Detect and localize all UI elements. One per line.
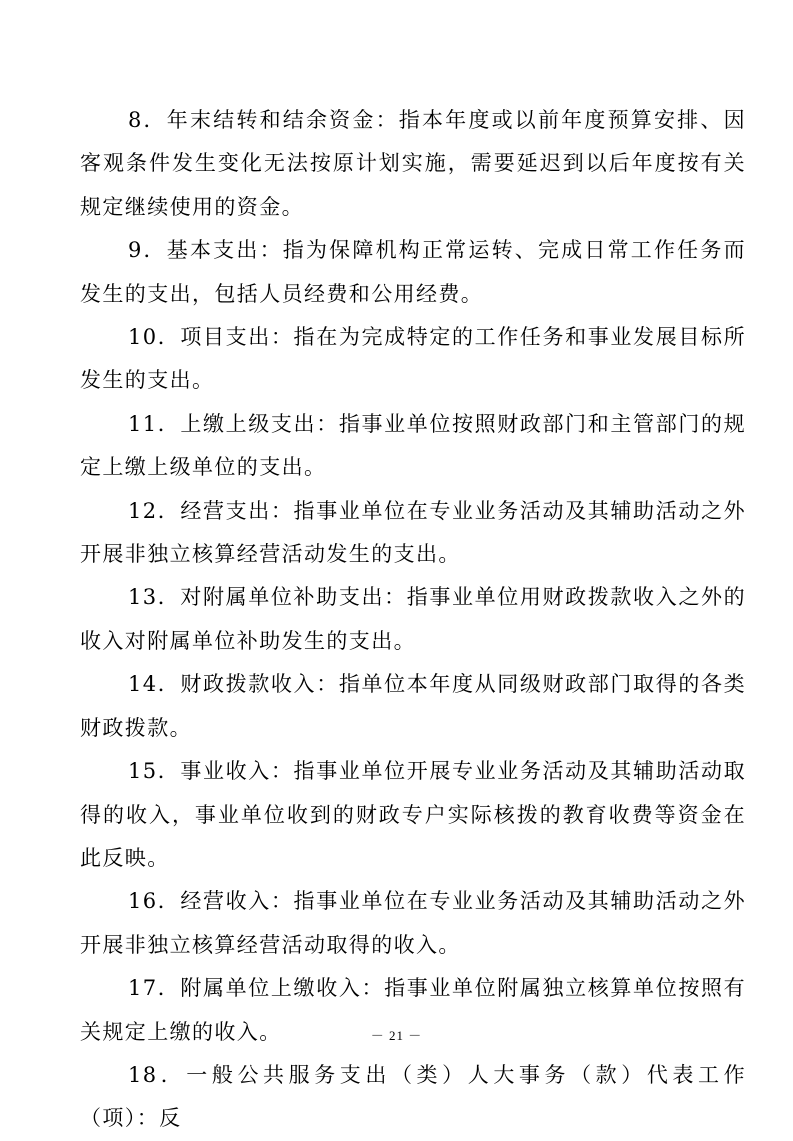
paragraph-item-15: 15．事业收入：指事业单位开展专业业务活动及其辅助活动取得的收入，事业单位收到的财政专户实际核拨的教育收费等资金在此反映。 [80, 759, 746, 870]
paragraph-item-14: 14．财政拨款收入：指单位本年度从同级财政部门取得的各类财政拨款。 [80, 672, 746, 740]
document-body [80, 99, 746, 1141]
paragraph-item-12: 12．经营支出：指事业单位在专业业务活动及其辅助活动之外开展非独立核算经营活动发生的支出。 [80, 498, 746, 567]
paragraph-item-16: 16．经营收入：指事业单位在专业业务活动及其辅助活动之外开展非独立核算经营活动取得的收入。 [80, 889, 746, 957]
paragraph-item-10: 10．项目支出：指在为完成特定的工作任务和事业发展目标所发生的支出。 [80, 325, 746, 393]
paragraph-item-8: 8．年末结转和结余资金：指本年度或以前年度预算安排、因客观条件发生变化无法按原计划实施，需要延迟到以后年度按有关规定继续使用的资金。 [80, 108, 746, 219]
paragraph-item-13: 13．对附属单位补助支出：指事业单位用财政拨款收入之外的收入对附属单位补助发生的支出。 [80, 585, 746, 653]
paragraph-item-11: 11．上缴上级支出：指事业单位按照财政部门和主管部门的规定上缴上级单位的支出。 [80, 411, 746, 480]
paragraph-item-18: 18．一般公共服务支出（类）人大事务（款）代表工作（项）：反 [80, 1062, 746, 1131]
page-number: － 21 － [370, 1028, 423, 1043]
paragraph-item-9: 9．基本支出：指为保障机构正常运转、完成日常工作任务而发生的支出，包括人员经费和公用经费。 [80, 238, 746, 306]
paragraph-item-17: 17．附属单位上缴收入：指事业单位附属独立核算单位按照有关规定上缴的收入。 [80, 976, 746, 1044]
